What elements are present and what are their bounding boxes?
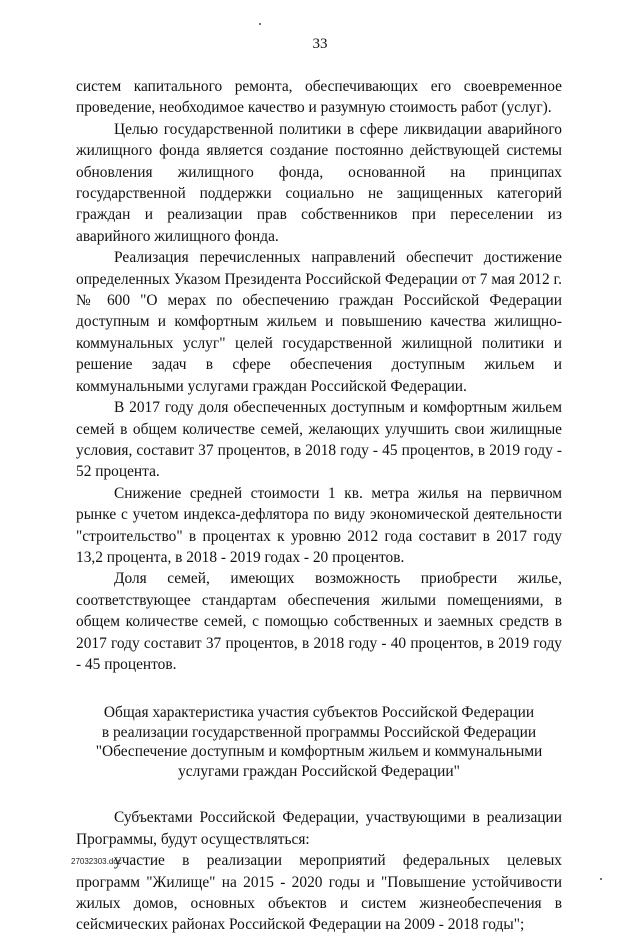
- paragraph-continuation: систем капитального ремонта, обеспечивающих его своевременное проведение, необходимое качество и разумную стоимость работ (услуг).: [76, 78, 562, 117]
- document-body: [76, 76, 562, 936]
- paragraph-implementation: Реализация перечисленных направлений обеспечит достижение определенных Указом Президента Российской Федерации от 7 мая 2012 г. № 600 "О мерах по обеспечению граждан Российской Федерации доступным и комфортным жильем и повышению качества жилищно-коммунальных услуг" целей государственной жилищной политики и решение задач в сфере обеспечения доступным жильем и коммунальными услугами граждан Российской Федерации.: [76, 249, 562, 395]
- paragraph-policy-goal: Целью государственной политики в сфере ликвидации аварийного жилищного фонда является создание постоянно действующей системы обновления жилищного фонда, основанной на принципах государственной поддержки социально не защищенных категорий граждан и реализации прав собственников при переселении из аварийного жилищного фонда.: [76, 120, 562, 245]
- page-number: 33: [312, 36, 328, 52]
- footer-file-name: 27032303.doc: [71, 857, 122, 866]
- section-heading-line: услугами граждан Российской Федерации": [178, 762, 460, 780]
- section-heading-line: "Обеспечение доступным и комфортным жильем и коммунальными: [95, 743, 543, 761]
- section-heading-line: Общая характеристика участия субъектов Российской Федерации: [103, 704, 535, 722]
- scan-speck: [259, 23, 261, 25]
- paragraph-cost-reduction: Снижение средней стоимости 1 кв. метра жилья на первичном рынке с учетом индекса-дефлятора по виду экономической деятельности "строительство" в процентах к уровню 2012 года составит в 2017 году 13,2 процента, в 2018 - 2019 годах - 20 процентов.: [76, 484, 562, 566]
- paragraph-participation: участие в реализации мероприятий федеральных целевых программ "Жилище" на 2015 - 2020 годы и "Повышение устойчивости жилых домов, основных объектов и систем жизнеобеспечения в сейсмических районах Российской Федерации на 2009 - 2018 годы";: [76, 852, 562, 934]
- paragraph-family-share: Доля семей, имеющих возможность приобрести жилье, соответствующее стандартам обеспечения жилыми помещениями, в общем количестве семей, с помощью собственных и заемных средств в 2017 году составит 37 процентов, в 2018 году - 40 процентов, в 2019 году - 45 процентов.: [76, 570, 562, 673]
- section-heading-line: в реализации государственной программы Российской Федерации: [101, 723, 537, 741]
- section-heading: [76, 703, 562, 781]
- paragraph-subjects-intro: Субъектами Российской Федерации, участвующими в реализации Программы, будут осуществляться:: [76, 809, 562, 848]
- scan-speck: [600, 878, 602, 880]
- paragraph-share-2017: В 2017 году доля обеспеченных доступным и комфортным жильем семей в общем количестве семей, желающих улучшить свои жилищные условия, составит 37 процентов, в 2018 году - 45 процентов, в 2019 году - 52 процента.: [76, 399, 562, 481]
